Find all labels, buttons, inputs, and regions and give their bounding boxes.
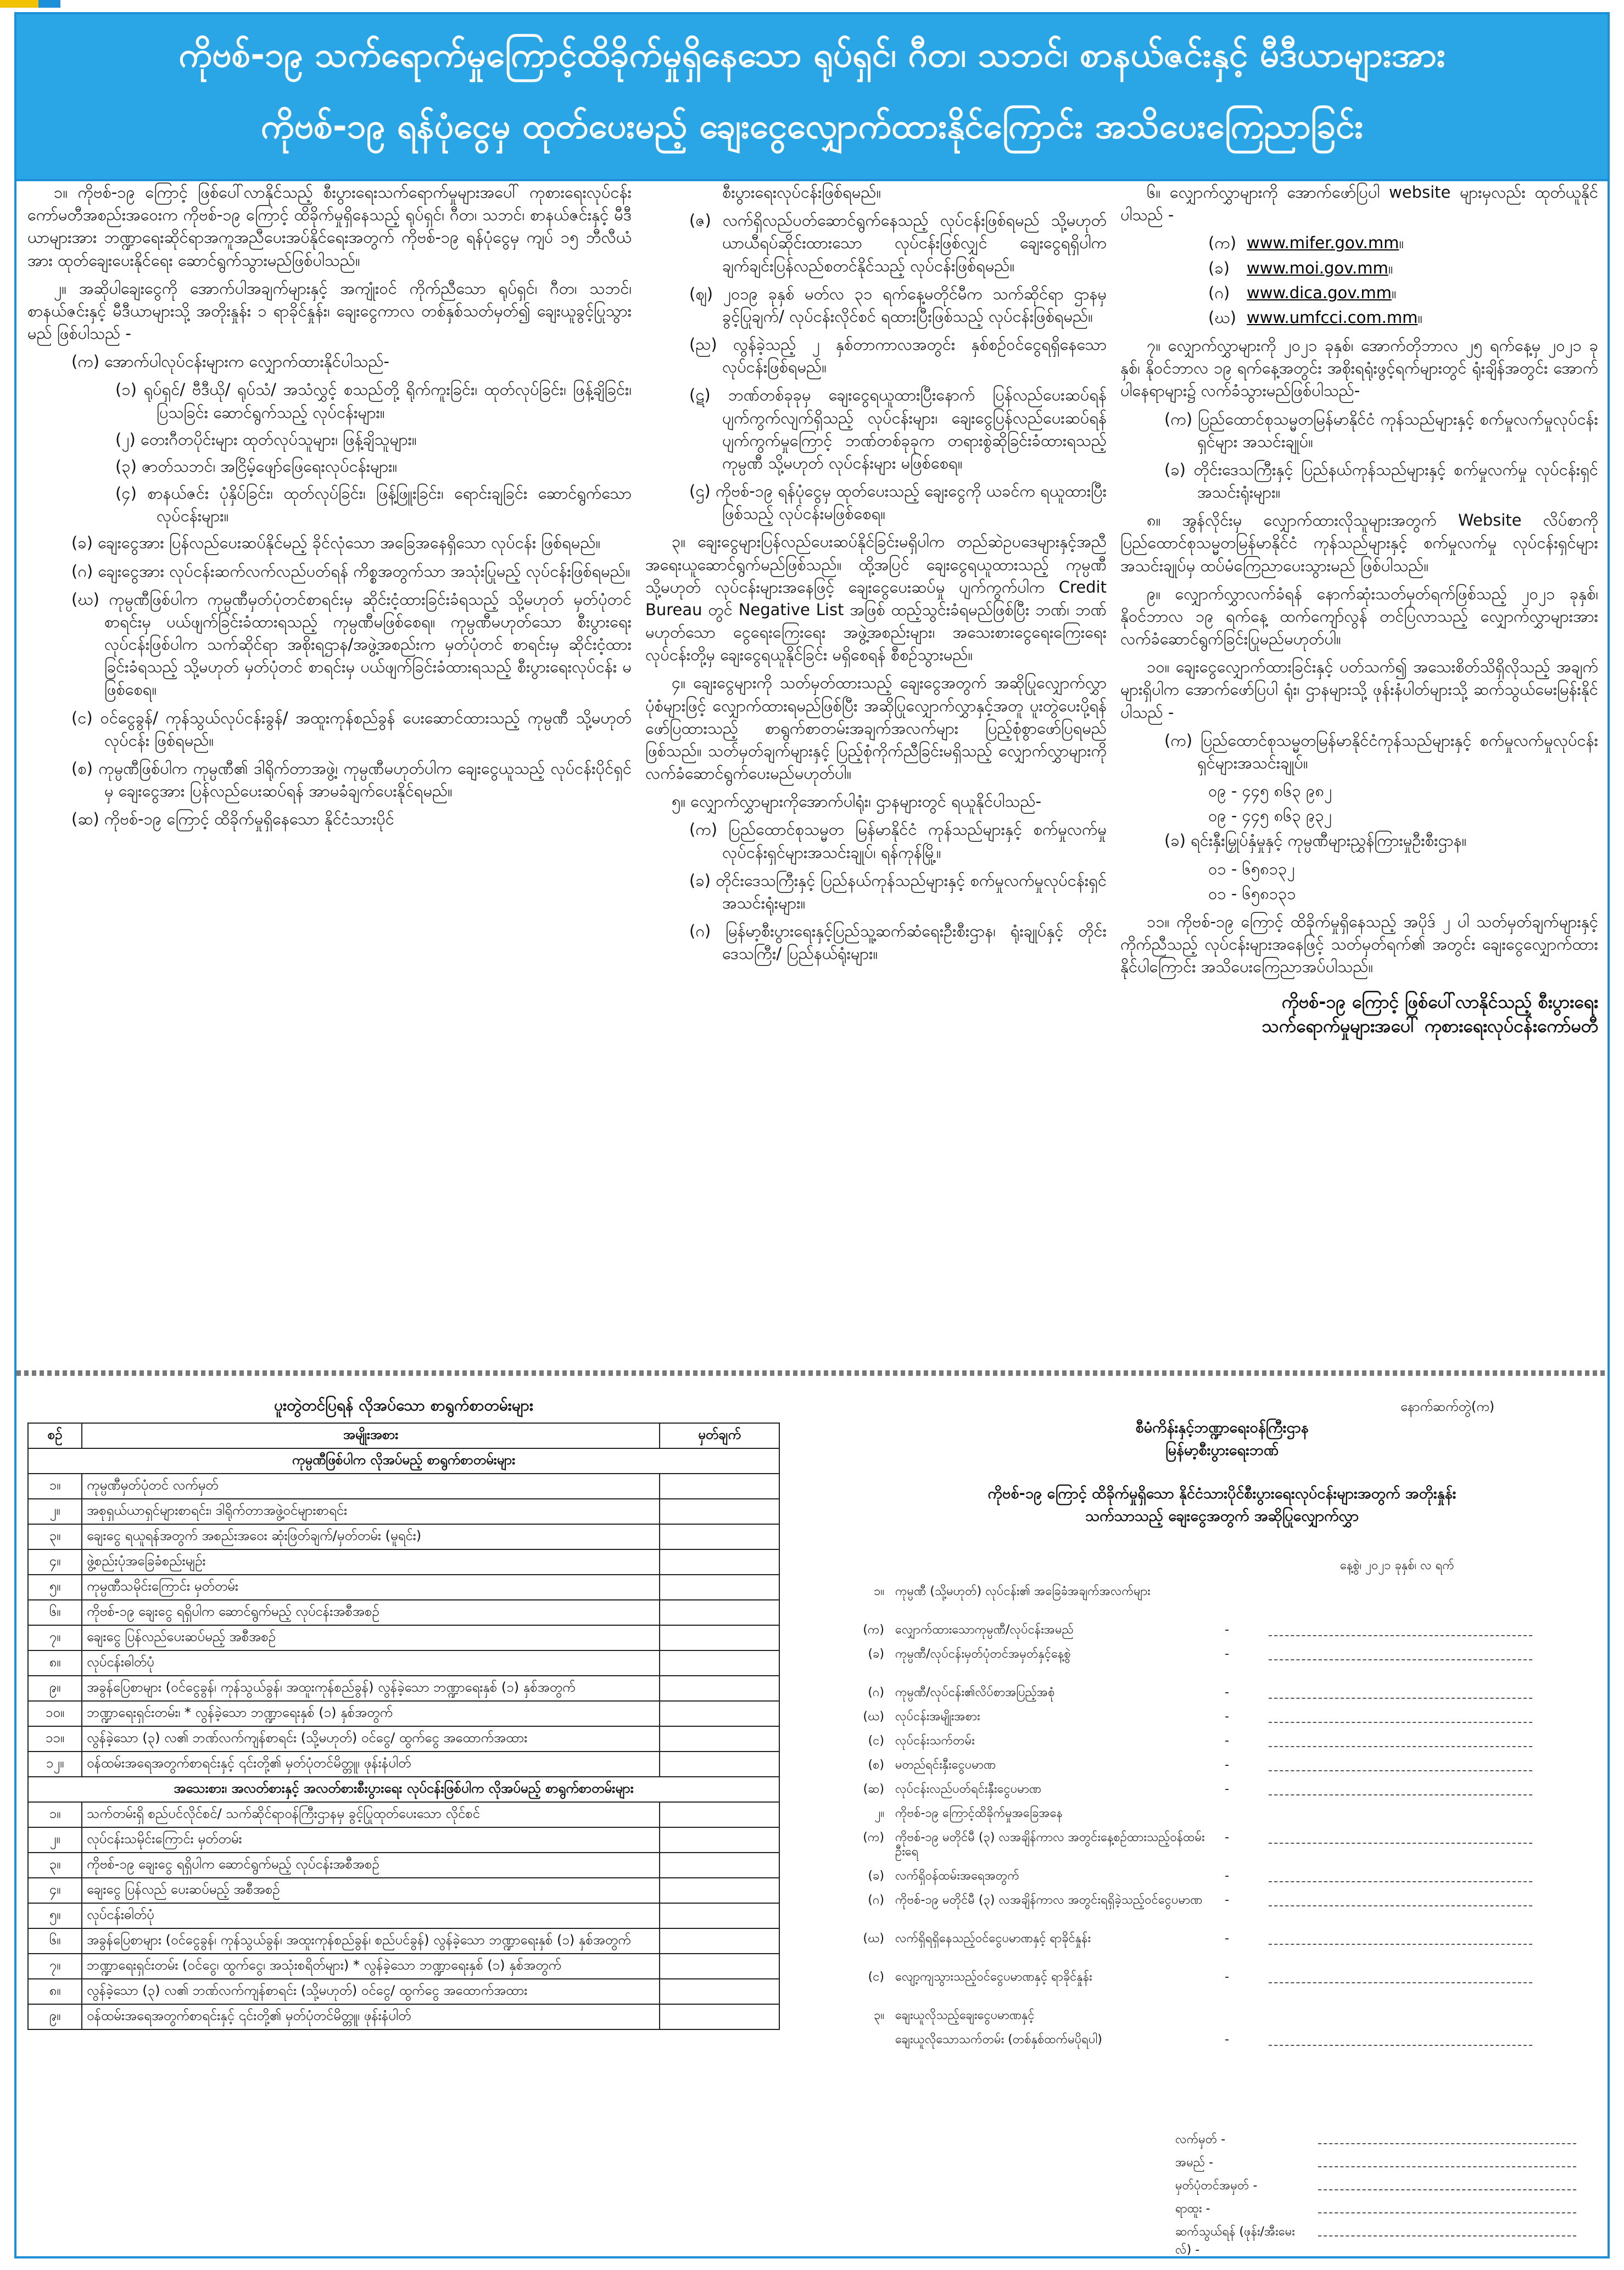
field-input-line[interactable] [1269, 1982, 1532, 1983]
field-label: လုပ်ငန်းလည်ပတ်ရင်းနှီးငွေပမာဏ [895, 1782, 1042, 1796]
column-2 [645, 181, 1107, 971]
field-number: (င) [868, 1970, 884, 1984]
website-link[interactable]: www.dica.gov.mm [1247, 283, 1392, 302]
criterion-hsa: (ဆ) ကိုဗစ်-၁၉ ကြောင့် ထိခိုက်မှုရှိနေသော နိုင်ငံသားပိုင် [71, 810, 394, 829]
paragraph-1: ၁။ ကိုဗစ်-၁၉ ကြောင့် ဖြစ်ပေါ်လာနိုင်သည့် စီးပွားရေးသက်ရောက်မှုများအပေါ် ကုစားရေးလုပ်ငန်းကော်မတီအစည်းအဝေးက ကိုဗစ်-၁၉ ကြောင့် ထိခိုက်မှုရှိနေသည့် ရုပ်ရှင်၊ ဂီတ၊ သဘင်၊ စာနယ်ဇင်းနှင့် မီဒီယာများအား ဘဏ္ဍာရေးဆိုင်ရာအကူအညီပေးအပ်နိုင်ရေးအတွက် ကိုဗစ်-၁၉ ရန်ပုံငွေမှ ကျပ် ၁၅ ဘီလီယံအား ထုတ်ချေးပေးနိုင်ရေး ဆောင်ရွက်သွားမည်ဖြစ်ပါသည်။ [27, 183, 632, 270]
website-item: (ဃ) www.umfcci.com.mm။ [1208, 308, 1423, 327]
table-row [28, 1979, 779, 2004]
criterion-gha: (ဃ) ကုမ္ပဏီဖြစ်ပါက ကုမ္ပဏီမှတ်ပုံတင်စာရင်းမှ ဆိုင်းငံ့ထားခြင်းခံရသည့် သို့မဟုတ် မှတ်ပုံတင်စာရင်းမှ ပယ်ဖျက်ခြင်းခံထားရသည့် ကုမ္ပဏီမဖြစ်စေရ။ ကုမ္ပဏီမဟုတ်သော စီးပွားရေးလုပ်ငန်းဖြစ်ပါက သက်ဆိုင်ရာ အစိုးရဌာန/အဖွဲ့အစည်းက မှတ်ပုံတင် စာရင်းမှ ဆိုင်းငံ့ထားခြင်းခံရသည့် သို့မဟုတ် မှတ်ပုံတင် စာရင်းမှ ပယ်ဖျက်ခြင်းခံထားရသည့် စီးပွားရေးလုပ်ငန်း မဖြစ်စေရ။ [71, 589, 632, 699]
row-document: လုပ်ငန်းသမိုင်းကြောင်း မှတ်တမ်း [82, 1827, 660, 1853]
paragraph-7: ၇။ လျှောက်လွှာများကို ၂၀၂၁ ခုနှစ်၊ အောက်တိုဘာလ ၂၅ ရက်နေ့မှ ၂၀၂၁ ခုနှစ်၊ နိုဝင်ဘာလ ၁၉ ရက်နေ့အတွင်း အစိုးရရုံးဖွင့်ရက်များတွင် ရုံးချိန်အတွင်း အောက်ပါနေရာများ၌ လက်ခံသွားမည်ဖြစ်ပါသည်- [1120, 336, 1598, 400]
row-document: ဘဏ္ဍာရေးရှင်းတမ်း၊ * လွန်ခဲ့သော ဘဏ္ဍာရေးနှစ် (၁) နှစ်အတွက် [82, 1701, 660, 1726]
criterion-ga: (ဂ) ချေးငွေအား လုပ်ငန်းဆက်လက်လည်ပတ်ရန် ကိစ္စအတွက်သာ အသုံးပြုမည့် လုပ်ငန်းဖြစ်ရမည်။ [71, 561, 630, 581]
row-document: ဝန်ထမ်းအရေအတွက်စာရင်းနှင့် ၎င်းတို့၏ မှတ်ပုံတင်မိတ္တူ၊ ဖုန်းနံပါတ် [82, 2004, 660, 2029]
row-document: လုပ်ငန်းဓါတ်ပုံ [82, 1903, 660, 1928]
paragraph-10: ၁၀။ ချေးငွေလျှောက်ထားခြင်းနှင့် ပတ်သက်၍ အသေးစိတ်သိရှိလိုသည့် အချက်များရှိပါက အောက်ဖော်ပြပါ ရုံး၊ ဌာနများသို့ ဖုန်းနံပါတ်များသို့ ဆက်သွယ်မေးမြန်းနိုင်ပါသည် - [1120, 657, 1598, 722]
field-dash: - [1225, 1710, 1229, 1724]
phone-number: ၀၉ - ၄၄၅ ၈၆၃ ၉၈၂ [1208, 782, 1332, 801]
paragraph-6: ၆။ လျှောက်လွှာများကို အောက်ဖော်ပြပါ website များမှလည်း ထုတ်ယူနိုင်ပါသည် - [1120, 183, 1598, 225]
field-dash: - [1225, 1831, 1229, 1844]
form-header: စီမံကိန်းနှင့်ဘဏ္ဍာရေးဝန်ကြီးဌာန မြန်မာ့စီးပွားရေးဘဏ် [1135, 1419, 1309, 1459]
section-divider [16, 1370, 1608, 1376]
field-dash: - [1225, 1623, 1229, 1637]
table-row [28, 1726, 779, 1752]
row-remark [660, 1903, 779, 1928]
paragraph-9: ၉။ လျှောက်လွှာလက်ခံရန် နောက်ဆုံးသတ်မှတ်ရက်ဖြစ်သည့် ၂၀၂၁ ခုနှစ်၊ နိုဝင်ဘာလ ၁၉ ရက်နေ့ ထက်ကျော်လွန် တင်ပြလာသည့် လျှောက်လွှာများအား လက်ခံဆောင်ရွက်ခြင်းပြုမည်မဟုတ်ပါ။ [1120, 584, 1598, 649]
field-number: ၂။ [874, 1806, 884, 1820]
field-input-line[interactable] [1269, 1794, 1532, 1795]
table-row [28, 1752, 779, 1777]
signature-input-line[interactable] [1318, 2166, 1576, 2167]
row-document: ကိုဗစ်-၁၉ ချေးငွေ ရရှိပါက ဆောင်ရွက်မည့် လုပ်ငန်းအစီအစဉ် [82, 1853, 660, 1878]
row-remark [660, 1650, 779, 1676]
table-row [28, 1954, 779, 1979]
field-dash: - [1225, 1686, 1229, 1699]
field-number: ၁။ [873, 1585, 884, 1598]
row-document: ကုမ္ပဏီမှတ်ပုံတင် လက်မှတ် [82, 1474, 660, 1499]
row-document: လွန်ခဲ့သော (၃) လ၏ ဘဏ်လက်ကျန်စာရင်း (သို့မဟုတ်) ဝင်ငွေ/ ထွက်ငွေ အထောက်အထား [82, 1726, 660, 1752]
field-label: လုပ်ငန်းအမျိုးအစား [895, 1710, 980, 1724]
website-item: (က) www.mifer.gov.mm။ [1208, 233, 1404, 253]
section-heading: ကုမ္ပဏီဖြစ်ပါက လိုအပ်မည့် စာရွက်စာတမ်းများ [28, 1448, 779, 1474]
field-label: ချေးယူလိုသောသက်တမ်း (တစ်နှစ်ထက်မပိုရပါ) [895, 2033, 1102, 2046]
row-remark [660, 1625, 779, 1650]
table-row [28, 1878, 779, 1903]
table-row [28, 1827, 779, 1853]
field-label: ကိုဗစ်-၁၉ ကြောင့်ထိခိုက်မှုအခြေအနေ [895, 1806, 1063, 1820]
field-dash: - [1225, 1932, 1229, 1945]
row-document: ဖွဲ့စည်းပုံအခြေခံစည်းမျဉ်း [82, 1549, 660, 1575]
row-document: အခွန်ပြေစာများ (ဝင်ငွေခွန်၊ ကုန်သွယ်ခွန်၊ အထူးကုန်စည်ခွန်) လွန်ခဲ့သော ဘဏ္ဍာရေးနှစ် (၁) နှစ်အတွက် [82, 1676, 660, 1701]
row-number: ၉။ [28, 2004, 82, 2029]
row-document: လွန်ခဲ့သော (၃) လ၏ ဘဏ်လက်ကျန်စာရင်း (သို့မဟုတ်) ဝင်ငွေ/ ထွက်ငွေ အထောက်အထား [82, 1979, 660, 2004]
row-number: ၈။ [28, 1650, 82, 1676]
row-number: ၆။ [28, 1600, 82, 1625]
field-label: မတည်ရင်းနှီးငွေပမာဏ [895, 1758, 996, 1772]
field-dash: - [1225, 1782, 1229, 1796]
row-number: ၇။ [28, 1954, 82, 1979]
row-remark [660, 1549, 779, 1575]
field-label: ကိုဗစ်-၁၉ မတိုင်မီ (၃) လအချိန်ကာလ အတွင်းနေ့စဉ်ထားသည့်ဝန်ထမ်းဦးရေ [895, 1831, 1205, 1859]
row-remark [660, 1726, 779, 1752]
row-number: ၅။ [28, 1903, 82, 1928]
criterion-tta: (ဋ) ဘဏ်တစ်ခုခုမှ ချေးငွေရယူထားပြီးနောက် ပြန်လည်ပေးဆပ်ရန် ပျက်ကွက်လျက်ရှိသည့် လုပ်ငန်းများ၊ ချေးငွေပြန်လည်ပေးဆပ်ရန် ပျက်ကွက်မှုကြောင့် ဘဏ်တစ်ခုခုက တရားစွဲဆိုခြင်းခံထားရသည့် ကုမ္ပဏီ သို့မဟုတ် လုပ်ငန်းများ မဖြစ်စေရ။ [689, 386, 1107, 472]
field-label: လျော့ကျသွားသည့်ဝင်ငွေပမာဏနှင့် ရာခိုင်နှုန်း [895, 1970, 1092, 1984]
table-section-row [28, 1448, 779, 1474]
table-row [28, 1499, 779, 1524]
table-row [28, 1903, 779, 1928]
row-document: ချေးငွေ ပြန်လည်ပေးဆပ်မည့် အစီအစဉ် [82, 1625, 660, 1650]
row-remark [660, 1752, 779, 1777]
row-remark [660, 1676, 779, 1701]
field-number: (က) [863, 1623, 884, 1637]
row-document: ဘဏ္ဍာရေးရှင်းတမ်း (ဝင်ငွေ၊ ထွက်ငွေ၊ အသုံးစရိတ်များ) * လွန်ခဲ့သော ဘဏ္ဍာရေးနှစ် (၁) နှစ်အတွက် [82, 1954, 660, 1979]
row-number: ၅။ [28, 1575, 82, 1600]
row-remark [660, 1802, 779, 1827]
field-input-line[interactable] [1269, 1746, 1532, 1747]
field-input-line[interactable] [1269, 1843, 1532, 1844]
announcement-banner [16, 14, 1608, 181]
field-input-line[interactable] [1269, 1905, 1532, 1906]
field-label: ကိုဗစ်-၁၉ မတိုင်မီ (၃) လအချိန်ကာလ အတွင်းရရှိခဲ့သည့်ဝင်ငွေပမာဏ [895, 1893, 1203, 1907]
announcement-body [27, 181, 1598, 1362]
row-number: ၁၁။ [28, 1726, 82, 1752]
top-color-strip [0, 0, 1624, 12]
field-number: (ခ) [868, 1869, 884, 1883]
paragraph-8: ၈။ အွန်လိုင်းမှ လျှောက်ထားလိုသူများအတွက် Website လိပ်စာကို ပြည်ထောင်စုသမ္မတမြန်မာနိုင်ငံ ကုန်သည်များနှင့် စက်မှုလက်မှု လုပ်ငန်းရှင်များအသင်းချုပ်မှ ထပ်မံကြေညာပေးသွားမည် ဖြစ်ပါသည်။ [1120, 511, 1598, 575]
row-number: ၂။ [28, 1827, 82, 1853]
row-document: ချေးငွေ ပြန်လည် ပေးဆပ်မည့် အစီအစဉ် [82, 1878, 660, 1903]
venue-kha: (ခ) တိုင်းဒေသကြီးနှင့် ပြည်နယ်ကုန်သည်များနှင့် စက်မှုလက်မှု လုပ်ငန်းရှင်အသင်းရုံးများ။ [1164, 460, 1598, 502]
row-remark [660, 1575, 779, 1600]
field-dash: - [1225, 1970, 1229, 1984]
signature-label: ဆက်သွယ်ရန် (ဖုန်း/အီးမေးလ်) - [1175, 2225, 1295, 2257]
field-label: ကုမ္ပဏီ (သို့မဟုတ်) လုပ်ငန်း၏ အခြေခံအချက်အလက်များ [895, 1585, 1151, 1598]
row-document: အခွန်ပြေစာများ (ဝင်ငွေခွန်၊ ကုန်သွယ်ခွန်၊ အထူးကုန်စည်ခွန်၊ စည်ပင်ခွန်) လွန်ခဲ့သော ဘဏ္ဍာရေးနှစ် (၁) နှစ်အတွက် [82, 1928, 660, 1954]
field-label: ကုမ္ပဏီ/လုပ်ငန်းမှတ်ပုံတင်အမှတ်နှင့်နေ့စွဲ [895, 1647, 1071, 1661]
paragraph-2: ၂။ အဆိုပါချေးငွေကို အောက်ပါအချက်များနှင့် အကျုံးဝင် ကိုက်ညီသော ရုပ်ရှင်၊ ဂီတ၊ သဘင်၊ စာနယ်ဇင်းနှင့် မီဒီယာများသို့ အတိုးနှုန်း ၁ ရာခိုင်နှုန်း၊ ချေးငွေကာလ တစ်နှစ်သတ်မှတ်၍ ချေးယူခွင့်ပြုသွားမည် ဖြစ်ပါသည် - [27, 278, 632, 343]
banner-title-line1: ကိုဗစ်-၁၉ သက်ရောက်မှုကြောင့်ထိခိုက်မှုရှိနေသော ရုပ်ရှင်၊ ဂီတ၊ သဘင်၊ စာနယ်ဇင်းနှင့် မီဒီယာများအား [178, 35, 1446, 75]
row-document: ချေးငွေ ရယူရန်အတွက် အစည်းအဝေး ဆုံးဖြတ်ချက်/မှတ်တမ်း (မူရင်း) [82, 1524, 660, 1549]
row-number: ၁။ [28, 1802, 82, 1827]
signature-label: မှတ်ပုံတင်အမှတ် - [1175, 2179, 1258, 2193]
field-input-line[interactable] [1269, 1770, 1532, 1771]
field-label: လက်ရှိရရှိနေသည့်ဝင်ငွေပမာဏနှင့် ရာခိုင်နှုန်း [895, 1932, 1091, 1945]
table-row [28, 1549, 779, 1575]
field-number: (ဃ) [863, 1710, 884, 1724]
table-row [28, 2004, 779, 2029]
criterion-ka: (က) အောက်ပါလုပ်ငန်းများက လျှောက်ထားနိုင်ပါသည်- [71, 352, 389, 371]
row-number: ၁၀။ [28, 1701, 82, 1726]
row-remark [660, 1474, 779, 1499]
phone-number: ၀၉ - ၄၄၅ ၈၆၃ ၉၃၂ [1208, 806, 1332, 826]
committee-signature: ကိုဗစ်-၁၉ ကြောင့် ဖြစ်ပေါ်လာနိုင်သည့် စီးပွားရေး သက်ရောက်မှုများအပေါ် ကုစားရေးလုပ်ငန်းကော်မတီ [1262, 991, 1598, 1037]
field-number: (စ) [868, 1758, 884, 1772]
paragraph-4: ၄။ ချေးငွေများကို သတ်မှတ်ထားသည့် ချေးငွေအတွက် အဆိုပြုလျှောက်လွှာပုံစံများဖြင့် လျှောက်ထားရမည်ဖြစ်ပြီး အဆိုပြုလျှောက်လွှာနှင့်အတူ ပူးတွဲပေးပို့ရန်ဖော်ပြထားသည့် စာရွက်စာတမ်းအချက်အလက်များ ပြည့်စုံစွာဖော်ပြရမည်ဖြစ်သည်။ သတ်မှတ်ချက်များနှင့် ပြည့်စုံကိုက်ညီခြင်းမရှိသည့် လျှောက်လွှာများကို လက်ခံဆောင်ရွက်ပေးမည်မဟုတ်ပါ။ [645, 673, 1107, 783]
paragraph-3: ၃။ ချေးငွေများပြန်လည်ပေးဆပ်နိုင်ခြင်းမရှိပါက တည်ဆဲဥပဒေများနှင့်အညီ အရေးယူဆောင်ရွက်မည်ဖြစ်သည်။ ထို့အပြင် ချေးငွေရယူထားသည့် ကုမ္ပဏီ သို့မဟုတ် လုပ်ငန်းများအနေဖြင့် ချေးငွေပေးဆပ်မှု ပျက်ကွက်ပါက Credit Bureau တွင် Negative List အဖြစ် ထည့်သွင်းခံရမည်ဖြစ်ပြီး ဘဏ်၊ ဘဏ်မဟုတ်သော ငွေရေးကြေးရေး အဖွဲ့အစည်းများ၊ အသေးစားငွေရေးကြေးရေးလုပ်ငန်းတို့မှ ချေးငွေရယူနိုင်ခြင်း မရှိစေရန် စီစဉ်သွားမည်။ [645, 532, 1107, 665]
criterion-ka-4: (၄) စာနယ်ဇင်း ပုံနှိပ်ခြင်း၊ ထုတ်လုပ်ခြင်း၊ ဖြန့်ဖြူးခြင်း၊ ရောင်းချခြင်း ဆောင်ရွက်သော လုပ်ငန်းများ။ [115, 484, 632, 526]
row-remark [660, 1701, 779, 1726]
row-number: ၃။ [28, 1853, 82, 1878]
column-1 [27, 181, 632, 836]
criterion-zha: (ဈ) ၂၀၁၉ ခုနှစ် မတ်လ ၃၁ ရက်နေ့မတိုင်မီက သက်ဆိုင်ရာ ဌာနမှ ခွင့်ပြုချက်/ လုပ်ငန်းလိုင်စင် ရထားပြီးဖြစ်သည့် လုပ်ငန်းဖြစ်ရမည်။ [689, 284, 1107, 326]
field-input-line[interactable] [1269, 1944, 1532, 1945]
field-label: လျှောက်ထားသောကုမ္ပဏီ/လုပ်ငန်းအမည် [895, 1623, 1074, 1637]
field-dash: - [1225, 1758, 1229, 1772]
field-input-line[interactable] [1269, 2045, 1532, 2046]
annex-label: နောက်ဆက်တွဲ(က) [1400, 1399, 1495, 1414]
signature-label: လက်မှတ် - [1175, 2133, 1226, 2146]
row-number: ၃။ [28, 1524, 82, 1549]
field-input-line[interactable] [1269, 1722, 1532, 1723]
field-label: ချေးယူလိုသည့်ချေးငွေပမာဏနှင့် [895, 2009, 1035, 2022]
table-row [28, 1701, 779, 1726]
table-row [28, 1600, 779, 1625]
field-label: လက်ရှိဝန်ထမ်းအရေအတွက် [895, 1869, 1019, 1883]
criterion-za: (ဇ) လက်ရှိလည်ပတ်ဆောင်ရွက်နေသည့် လုပ်ငန်းဖြစ်ရမည် သို့မဟုတ် ယာယီရပ်ဆိုင်းထားသော လုပ်ငန်းဖြစ်လျှင် ချေးငွေရရှိပါက ချက်ချင်းပြန်လည်စတင်နိုင်သည့် လုပ်ငန်းဖြစ်ရမည်။ [689, 211, 1107, 275]
field-input-line[interactable] [1269, 1881, 1532, 1882]
row-number: ၈။ [28, 1979, 82, 2004]
field-input-line[interactable] [1269, 1635, 1532, 1636]
field-input-line[interactable] [1269, 1659, 1532, 1660]
banner-title-line2: ကိုဗစ်-၁၉ ရန်ပုံငွေမှ ထုတ်ပေးမည့် ချေးငွေလျှောက်ထားနိုင်ကြောင်း အသိပေးကြေညာခြင်း [260, 106, 1364, 146]
field-number: (ဆ) [863, 1782, 884, 1796]
field-label: ကုမ္ပဏီ/လုပ်ငန်း၏လိပ်စာအပြည့်အစုံ [895, 1686, 1055, 1699]
venue-ka: (က) ပြည်ထောင်စုသမ္မတမြန်မာနိုင်ငံ ကုန်သည်များနှင့် စက်မှုလက်မှုလုပ်ငန်းရှင်များ အသင်းချုပ်။ [1164, 409, 1598, 451]
criterion-nya: (ည) လွန်ခဲ့သည့် ၂ နှစ်တာကာလအတွင်း နှစ်စဉ်ဝင်ငွေရရှိနေသော လုပ်ငန်းဖြစ်ရမည်။ [689, 335, 1107, 377]
field-dash: - [1225, 1647, 1229, 1661]
row-remark [660, 1928, 779, 1954]
row-document: အစုရှယ်ယာရှင်များစာရင်း၊ ဒါရိုက်တာအဖွဲ့ဝင်များစာရင်း [82, 1499, 660, 1524]
criterion-nga: (င) ဝင်ငွေခွန်/ ကုန်သွယ်လုပ်ငန်းခွန်/ အထူးကုန်စည်ခွန် ပေးဆောင်ထားသည့် ကုမ္ပဏီ သို့မဟုတ် လုပ်ငန်း ဖြစ်ရမည်။ [71, 708, 632, 750]
row-document: ကုမ္ပဏီသမိုင်းကြောင်း မှတ်တမ်း [82, 1575, 660, 1600]
row-document: သက်တမ်းရှိ စည်ပင်လိုင်စင်/ သက်ဆိုင်ရာဝန်ကြီးဌာနမှ ခွင့်ပြုထုတ်ပေးသော လိုင်စင် [82, 1802, 660, 1827]
row-document: ကိုဗစ်-၁၉ ချေးငွေ ရရှိပါက ဆောင်ရွက်မည့် လုပ်ငန်းအစီအစဉ် [82, 1600, 660, 1625]
field-number: (က) [863, 1831, 884, 1844]
phone-number: ၀၁ - ၆၅၈၁၃၁ [1208, 884, 1296, 903]
signature-input-line[interactable] [1318, 2212, 1576, 2213]
row-remark [660, 2004, 779, 2029]
row-remark [660, 1600, 779, 1625]
field-number: (ဃ) [863, 1932, 884, 1945]
row-remark [660, 1853, 779, 1878]
signature-label: အမည် - [1175, 2156, 1213, 2169]
website-item: (ခ) www.moi.gov.mm။ [1208, 258, 1393, 277]
criterion-kha: (ခ) ချေးငွေအား ပြန်လည်ပေးဆပ်နိုင်မည့် ခိုင်လုံသော အခြေအနေရှိသော လုပ်ငန်း ဖြစ်ရမည်။ [71, 533, 601, 553]
field-label: လုပ်ငန်းသက်တမ်း [895, 1734, 975, 1748]
table-row [28, 1575, 779, 1600]
criterion-ka-1: (၁) ရုပ်ရှင်/ ဗီဒီယို/ ရုပ်သံ/ အသံလွှင့် စသည်တို့ ရိုက်ကူးခြင်း၊ ထုတ်လုပ်ခြင်း၊ ဖြန့်ချိခြင်း၊ ပြသခြင်း ဆောင်ရွက်သည့် လုပ်ငန်းများ။ [115, 380, 632, 422]
row-number: ၂။ [28, 1499, 82, 1524]
row-remark [660, 1499, 779, 1524]
row-number: ၉။ [28, 1676, 82, 1701]
website-link[interactable]: www.mifer.gov.mm [1247, 233, 1399, 253]
field-dash: - [1225, 1734, 1229, 1748]
field-number: ၃။ [873, 2009, 884, 2022]
row-number: ၁၂။ [28, 1752, 82, 1777]
criterion-hsa-cont: စီးပွားရေးလုပ်ငန်းဖြစ်ရမည်။ [722, 183, 881, 202]
criterion-ttha: (ဌ) ကိုဗစ်-၁၉ ရန်ပုံငွေမှ ထုတ်ပေးသည့် ချေးငွေကို ယခင်က ရယူထားပြီးဖြစ်သည့် လုပ်ငန်းမဖြစ်စေရ။ [689, 482, 1107, 523]
paragraph-11: ၁၁။ ကိုဗစ်-၁၉ ကြောင့် ထိခိုက်မှုရှိနေသည့် အပိုဒ် ၂ ပါ သတ်မှတ်ချက်များနှင့် ကိုက်ညီသည့် လုပ်ငန်းများအနေဖြင့် သတ်မှတ်ရက်၏ အတွင်း ချေးငွေလျှောက်ထားနိုင်ပါကြောင်း အသိပေးကြေညာအပ်ပါသည်။ [1120, 912, 1598, 977]
row-remark [660, 1827, 779, 1853]
form-title: ကိုဗစ်-၁၉ ကြောင့် ထိခိုက်မှုရှိသော နိုင်ငံသားပိုင်စီးပွားရေးလုပ်ငန်းများအတွက် အတိုးနှုန်း သက်သာသည့် ချေးငွေအတွက် အဆိုပြုလျှောက်လွှာ [987, 1485, 1456, 1525]
table-row [28, 1650, 779, 1676]
row-number: ၆။ [28, 1928, 82, 1954]
row-document: လုပ်ငန်းဓါတ်ပုံ [82, 1650, 660, 1676]
field-dash: - [1225, 1893, 1229, 1907]
office-ga: (ဂ) မြန်မာ့စီးပွားရေးနှင့်ပြည်သူ့ဆက်ဆံရေးဦးစီးဌာန၊ ရုံးချုပ်နှင့် တိုင်းဒေသကြီး/ ပြည်နယ်ရုံးများ။ [689, 922, 1107, 963]
office-kha: (ခ) တိုင်းဒေသကြီးနှင့် ပြည်နယ်ကုန်သည်များနှင့် စက်မှုလက်မှုလုပ်ငန်းရှင်အသင်းရုံးများ။ [689, 871, 1107, 912]
table-section-row [28, 1777, 779, 1802]
table-row [28, 1524, 779, 1549]
table-row [28, 1802, 779, 1827]
field-number: (ဂ) [868, 1686, 884, 1699]
field-input-line[interactable] [1269, 1698, 1532, 1699]
field-number: (ခ) [868, 1647, 884, 1661]
form-date: နေ့စွဲ၊ ၂၀၂၁ ခုနှစ်၊ လ ရက် [1340, 1559, 1454, 1572]
row-remark [660, 1878, 779, 1903]
contact-ka: (က) ပြည်ထောင်စုသမ္မတမြန်မာနိုင်ငံကုန်သည်များနှင့် စက်မှုလက်မှုလုပ်ငန်းရှင်များအသင်းချုပ်။ [1164, 730, 1598, 772]
col-header-type: အမျိုးအစား [82, 1423, 660, 1448]
row-remark [660, 1954, 779, 1979]
column-3 [1120, 181, 1598, 1039]
criterion-sa: (စ) ကုမ္ပဏီဖြစ်ပါက ကုမ္ပဏီ၏ ဒါရိုက်တာအဖွဲ့၊ ကုမ္ပဏီမဟုတ်ပါက ချေးငွေယူသည့် လုပ်ငန်းပိုင်ရှင်မှ ချေးငွေအား ပြန်လည်ပေးဆပ်ရန် အာမခံချက်ပေးနိုင်ရမည်။ [71, 758, 632, 801]
field-dash: - [1225, 2033, 1229, 2046]
row-number: ၄။ [28, 1878, 82, 1903]
phone-number: ၀၁ - ၆၅၈၁၃၂ [1208, 859, 1295, 878]
col-header-remark: မှတ်ချက် [660, 1423, 779, 1448]
criterion-ka-2: (၂) တေးဂီတပိုင်းများ ထုတ်လုပ်သူများ၊ ဖြန့်ချိသူများ။ [115, 430, 417, 449]
criterion-ka-3: (၃) ဇာတ်သဘင်၊ အငြိမ့်ဖျော်ဖြေရေးလုပ်ငန်းများ။ [115, 456, 398, 476]
row-remark [660, 1979, 779, 2004]
row-remark [660, 1524, 779, 1549]
table-row [28, 1928, 779, 1954]
table-row [28, 1625, 779, 1650]
row-number: ၇။ [28, 1625, 82, 1650]
col-header-no: စဉ် [28, 1423, 82, 1448]
field-dash: - [1225, 1869, 1229, 1883]
signature-input-line[interactable] [1318, 2189, 1576, 2190]
table-row [28, 1853, 779, 1878]
signature-input-line[interactable] [1318, 2235, 1576, 2236]
table-row [28, 1676, 779, 1701]
field-number: (ဂ) [868, 1893, 884, 1907]
row-number: ၄။ [28, 1549, 82, 1575]
office-ka: (က) ပြည်ထောင်စုသမ္မတ မြန်မာနိုင်ငံ ကုန်သည်များနှင့် စက်မှုလက်မှု လုပ်ငန်းရှင်များအသင်းချုပ်၊ ရန်ကုန်မြို့။ [689, 820, 1107, 862]
signature-input-line[interactable] [1318, 2143, 1576, 2144]
website-item: (ဂ) www.dica.gov.mm။ [1208, 283, 1397, 302]
website-link[interactable]: www.moi.gov.mm [1247, 258, 1388, 277]
field-number: (င) [868, 1734, 884, 1748]
paragraph-5: ၅။ လျှောက်လွှာများကိုအောက်ပါရုံး၊ ဌာနများတွင် ရယူနိုင်ပါသည်- [672, 792, 1042, 811]
signature-label: ရာထူး - [1175, 2202, 1210, 2216]
row-number: ၁။ [28, 1474, 82, 1499]
table-row [28, 1474, 779, 1499]
row-document: ဝန်ထမ်းအရေအတွက်စာရင်းနှင့် ၎င်းတို့၏ မှတ်ပုံတင်မိတ္တူ၊ ဖုန်းနံပါတ် [82, 1752, 660, 1777]
section-heading: အသေးစား၊ အလတ်စားနှင့် အလတ်စားစီးပွားရေး လုပ်ငန်းဖြစ်ပါက လိုအပ်မည့် စာရွက်စာတမ်းများ [28, 1777, 779, 1802]
contact-kha: (ခ) ရင်းနှီးမြှုပ်နှံမှုနှင့် ကုမ္ပဏီများညွှန်ကြားမှုဦးစီးဌာန။ [1164, 831, 1467, 850]
documents-table-title: ပူးတွဲတင်ပြရန် လိုအပ်သော စာရွက်စာတမ်းများ [274, 1396, 533, 1414]
website-link[interactable]: www.umfcci.com.mm [1247, 308, 1418, 327]
documents-table [27, 1423, 780, 2030]
